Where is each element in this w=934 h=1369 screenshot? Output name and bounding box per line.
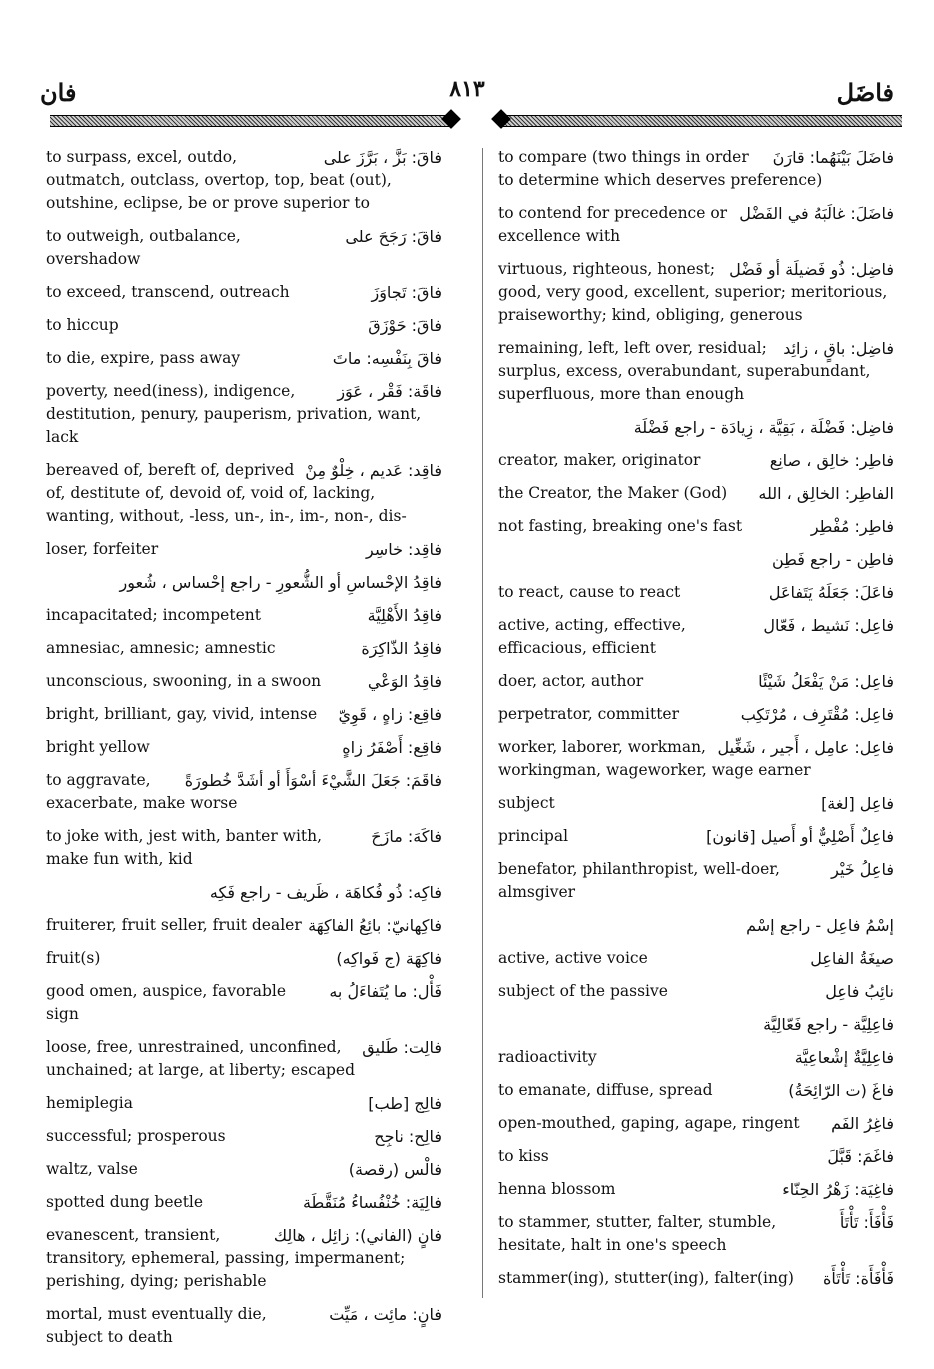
entry-english: incapacitated; incompetent [46,606,261,624]
entry-arabic: فاضِل: باقٍ ، زائِد [783,339,894,358]
entry-arabic: فاقِد: خاسِر [365,540,442,559]
entry-english: to kiss [498,1147,549,1165]
dictionary-entry [498,614,894,660]
entry-arabic: فاعِل [لغة] [821,794,894,813]
dictionary-entry [498,980,894,1003]
page-number: ٨١٣ [449,76,485,102]
dictionary-entry [498,1013,894,1036]
dictionary-entry [46,604,442,627]
dictionary-entry [498,1046,894,1069]
dictionary-entry [46,538,442,561]
entry-arabic: فاعِل: مَنْ يَفْعَلُ شَيْئًا [758,672,894,691]
entry-english: to joke with, jest with, banter with, make fun with, kid [46,827,323,868]
dictionary-entry [498,548,894,571]
dictionary-entry [46,1092,442,1115]
dictionary-entry [498,736,894,782]
entry-english: stammer(ing), stutter(ing), falter(ing) [498,1269,794,1287]
running-head-left: فان [40,78,77,107]
dictionary-entry [46,703,442,726]
dictionary-entry [498,947,894,970]
entry-arabic: فاقَ: تَجاوَزَ [371,283,442,302]
running-head-right: فاضَل [836,78,894,107]
entry-arabic: فالِت: طَليق [362,1038,442,1057]
entry-english: to die, expire, pass away [46,349,241,367]
entry-arabic: فاعِل: مُقْتَرِف ، مُرْتَكِب [740,705,894,724]
entry-english: waltz, valse [46,1160,138,1178]
dictionary-entry [498,1267,894,1290]
entry-arabic: فاطِن - راجع فَطِن [772,550,894,569]
entry-arabic: إسْمُ فاعِل - راجع إسْم [746,916,894,935]
entry-arabic: فاضِل: ذُو فَضيلَة أو فَضْل [729,260,894,279]
dictionary-entry [46,825,442,871]
dictionary-entry [46,1125,442,1148]
entry-english: successful; prosperous [46,1127,226,1145]
entry-arabic: فاقَ: بَزَّ ، بَرَّزَ على [323,148,442,167]
dictionary-entry [498,416,894,439]
entry-english: remaining, left, left over, residual; surplus, excess, overabundant, superabundant, superfluous, more than enough [498,339,871,403]
dictionary-entry [498,1145,894,1168]
entry-english: benefator, philanthropist, well-doer, almsgiver [498,860,780,901]
entry-english: to aggravate, exacerbate, make worse [46,771,238,812]
dictionary-entry [498,581,894,604]
dictionary-entry [498,914,894,937]
entry-english: loser, forfeiter [46,540,159,558]
entry-english: to surpass, excel, outdo, outmatch, outclass, overtop, top, beat (out), outshine, eclipse, be or prove superior to [46,148,392,212]
entry-arabic: فاضِل: فَضْلَة ، بَقِيَّة ، زِيادَة - راجع فَضْلَة [633,418,894,437]
entry-arabic: فاطِر: خالِق ، صانِع [769,451,894,470]
entry-english: radioactivity [498,1048,597,1066]
dictionary-entry [498,515,894,538]
dictionary-entry [498,1079,894,1102]
entry-arabic: فاغَ (ت الرّائِحَةُ) [788,1081,894,1100]
left-column [46,146,442,1359]
entry-english: bright yellow [46,738,150,756]
entry-english: mortal, must eventually die, subject to death [46,1305,267,1346]
entry-english: subject [498,794,555,812]
entry-english: doer, actor, author [498,672,644,690]
entry-arabic: فاطِر: مُفْطِر [810,517,894,536]
entry-arabic: فانٍ (الفاني): زائِل ، هالِك [273,1226,442,1245]
entry-arabic: فاكَهَ: مازَحَ [371,827,442,846]
entry-english: to contend for precedence or excellence with [498,204,728,245]
entry-arabic: فاقَمَ: جَعَلَ الشَّيْءَ أسْوَأَ أو أشَدَّ خُطورَةً [184,771,442,790]
entry-english: principal [498,827,569,845]
entry-english: spotted dung beetle [46,1193,204,1211]
dictionary-entry [46,380,442,449]
entry-arabic: فَأْفَأَة: تَأْتَأَة [823,1269,894,1288]
entry-arabic: فاعِلِيَّةٌ إشْعاعِيَّة [794,1048,894,1067]
entry-arabic: فاقَ: رَجَحَ على [345,227,442,246]
entry-english: to outweigh, outbalance, overshadow [46,227,241,268]
dictionary-entry [498,703,894,726]
dictionary-entry [498,792,894,815]
dictionary-entry [46,1158,442,1181]
header-ornament-right [492,112,912,128]
entry-arabic: فاقِدُ الأَهْلِيَّة [367,606,442,625]
entry-arabic: صيغَةُ الفاعِل [810,949,894,968]
entry-arabic: فانٍ: مائِت ، مَيِّت [329,1305,442,1324]
entry-arabic: فاعِلٌ أَصْلِيٌّ أو أَصيل [قانون] [706,827,894,846]
dictionary-entry [498,670,894,693]
header-ornament-left [40,112,460,128]
entry-english: henna blossom [498,1180,616,1198]
entry-arabic: فاقِدُ الذّاكِرَة [361,639,442,658]
dictionary-entry [46,637,442,660]
dictionary-entry [46,1036,442,1082]
entry-arabic: فالِيَة: خُنْفُساءُ مُنَقَّطَة [302,1193,442,1212]
dictionary-entry [46,1191,442,1214]
entry-english: to react, cause to react [498,583,681,601]
entry-arabic: الفاطِر: الخالِق ، الله [758,484,894,503]
dictionary-entry [498,337,894,406]
entry-english: the Creator, the Maker (God) [498,484,728,502]
dictionary-entry [46,736,442,759]
entry-arabic: فاكِه: ذُو فُكاهَة ، ظَريف - راجع فَكِه [209,883,442,902]
dictionary-entry [46,571,442,594]
dictionary-entry [498,1211,894,1257]
entry-arabic: فاقَ: حَوْزَقَ [368,316,442,335]
entry-arabic: فالْس (رقصة) [348,1160,442,1179]
entry-arabic: فاغَمَ: قَبَّلَ [827,1147,894,1166]
dictionary-entry [46,1303,442,1349]
entry-english: bright, brilliant, gay, vivid, intense [46,705,318,723]
dictionary-entry [46,980,442,1026]
entry-arabic: فاغِرُ الفَم [831,1114,894,1133]
entry-arabic: فَأْل: ما يُتَفاءَلُ به [329,982,442,1001]
entry-arabic: فاقِع: أَصْفَرُ زاهٍ [342,738,442,757]
dictionary-entry [498,202,894,248]
entry-english: good omen, auspice, favorable sign [46,982,287,1023]
entry-arabic: فاكِهانيّ: بائِعُ الفاكِهَة [308,916,442,935]
entry-english: hemiplegia [46,1094,133,1112]
entry-english: bereaved of, bereft of, deprived of, destitute of, devoid of, void of, lacking, wanting, without, -less, un-, in-, im-, non-, dis- [46,461,407,525]
entry-arabic: فاعِل: نَشيط ، فَعّال [763,616,894,635]
entry-arabic: فاغِيَة: زَهْرُ الحِنّاء [782,1180,894,1199]
entry-english: open-mouthed, gaping, agape, ringent [498,1114,800,1132]
dictionary-entry [46,347,442,370]
entry-arabic: فاعِلُ خَيْر [831,860,894,879]
entry-english: not fasting, breaking one's fast [498,517,743,535]
entry-arabic: فَأْفَأَ: تَأْتَأَ [839,1213,894,1232]
entry-english: amnesiac, amnesic; amnestic [46,639,276,657]
dictionary-entry [46,225,442,271]
entry-arabic: فاعَلَ: جَعَلَهُ يَتَفاعَل [768,583,894,602]
entry-arabic: فاكِهَة (ج فَواكِه) [336,949,442,968]
entry-english: poverty, need(iness), indigence, destitution, penury, pauperism, privation, want, lack [46,382,422,446]
entry-english: unconscious, swooning, in a swoon [46,672,322,690]
entry-english: to compare (two things in order to determine which deserves preference) [498,148,823,189]
entry-english: virtuous, righteous, honest; good, very good, excellent, superior; meritorious, praiseworthy; kind, obliging, generous [498,260,888,324]
entry-arabic: فاقَ بِنَفْسِه: ماتَ [332,349,442,368]
dictionary-entry [498,482,894,505]
dictionary-entry [498,1178,894,1201]
dictionary-entry [46,881,442,904]
dictionary-entry [498,1112,894,1135]
entry-arabic: فاعِلِيَّة - راجع فَعّالِيَّة [763,1015,894,1034]
dictionary-entry [46,146,442,215]
entry-arabic: فاضَلَ: غالَبَهُ في الفَضْل [739,204,894,223]
entry-arabic: نائِبُ فاعِل [825,982,894,1001]
entry-arabic: فاقِدُ الإحْساسِ أو الشُّعورِ - راجع إحْساس ، شُعور [119,573,442,592]
entry-arabic: فاقِدُ الوَعْي [367,672,442,691]
entry-english: loose, free, unrestrained, unconfined, unchained; at large, at liberty; escaped [46,1038,356,1079]
dictionary-entry [46,1224,442,1293]
entry-english: to exceed, transcend, outreach [46,283,290,301]
entry-english: to stammer, stutter, falter, stumble, hesitate, halt in one's speech [498,1213,777,1254]
entry-arabic: فاقِع: زاهٍ ، قَوِيّ [338,705,442,724]
dictionary-entry [46,281,442,304]
dictionary-entry [46,914,442,937]
entry-english: creator, maker, originator [498,451,701,469]
dictionary-entry [46,769,442,815]
dictionary-entry [498,146,894,192]
column-divider [482,148,483,1298]
entry-english: active, active voice [498,949,648,967]
entry-english: evanescent, transient, transitory, ephemeral, passing, impermanent; perishing, dying; perishable [46,1226,406,1290]
entry-english: active, acting, effective, efficacious, efficient [498,616,686,657]
dictionary-entry [46,670,442,693]
dictionary-entry [498,825,894,848]
dictionary-entry [46,947,442,970]
dictionary-entry [498,449,894,472]
dictionary-entry [498,258,894,327]
entry-english: fruiterer, fruit seller, fruit dealer [46,916,302,934]
entry-arabic: فاعِل: عامِل ، أَجير ، شَغِّيل [717,738,894,757]
dictionary-entry [46,459,442,528]
entry-english: subject of the passive [498,982,668,1000]
entry-english: fruit(s) [46,949,101,967]
right-column [498,146,894,1300]
entry-arabic: فالِج [طب] [368,1094,442,1113]
entry-arabic: فالِح: ناجِح [374,1127,442,1146]
entry-arabic: فاقِد: عَديم ، خِلْوٌ مِنْ [305,461,442,480]
entry-arabic: فاضَلَ بَيْنَهُما: قارَنَ [772,148,894,167]
dictionary-entry [46,314,442,337]
entry-english: to hiccup [46,316,119,334]
entry-arabic: فاقَة: فَقْر ، عَوَز [337,382,442,401]
entry-english: perpetrator, committer [498,705,680,723]
entry-english: to emanate, diffuse, spread [498,1081,713,1099]
entry-english: worker, laborer, workman, workingman, wageworker, wage earner [498,738,811,779]
dictionary-entry [498,858,894,904]
